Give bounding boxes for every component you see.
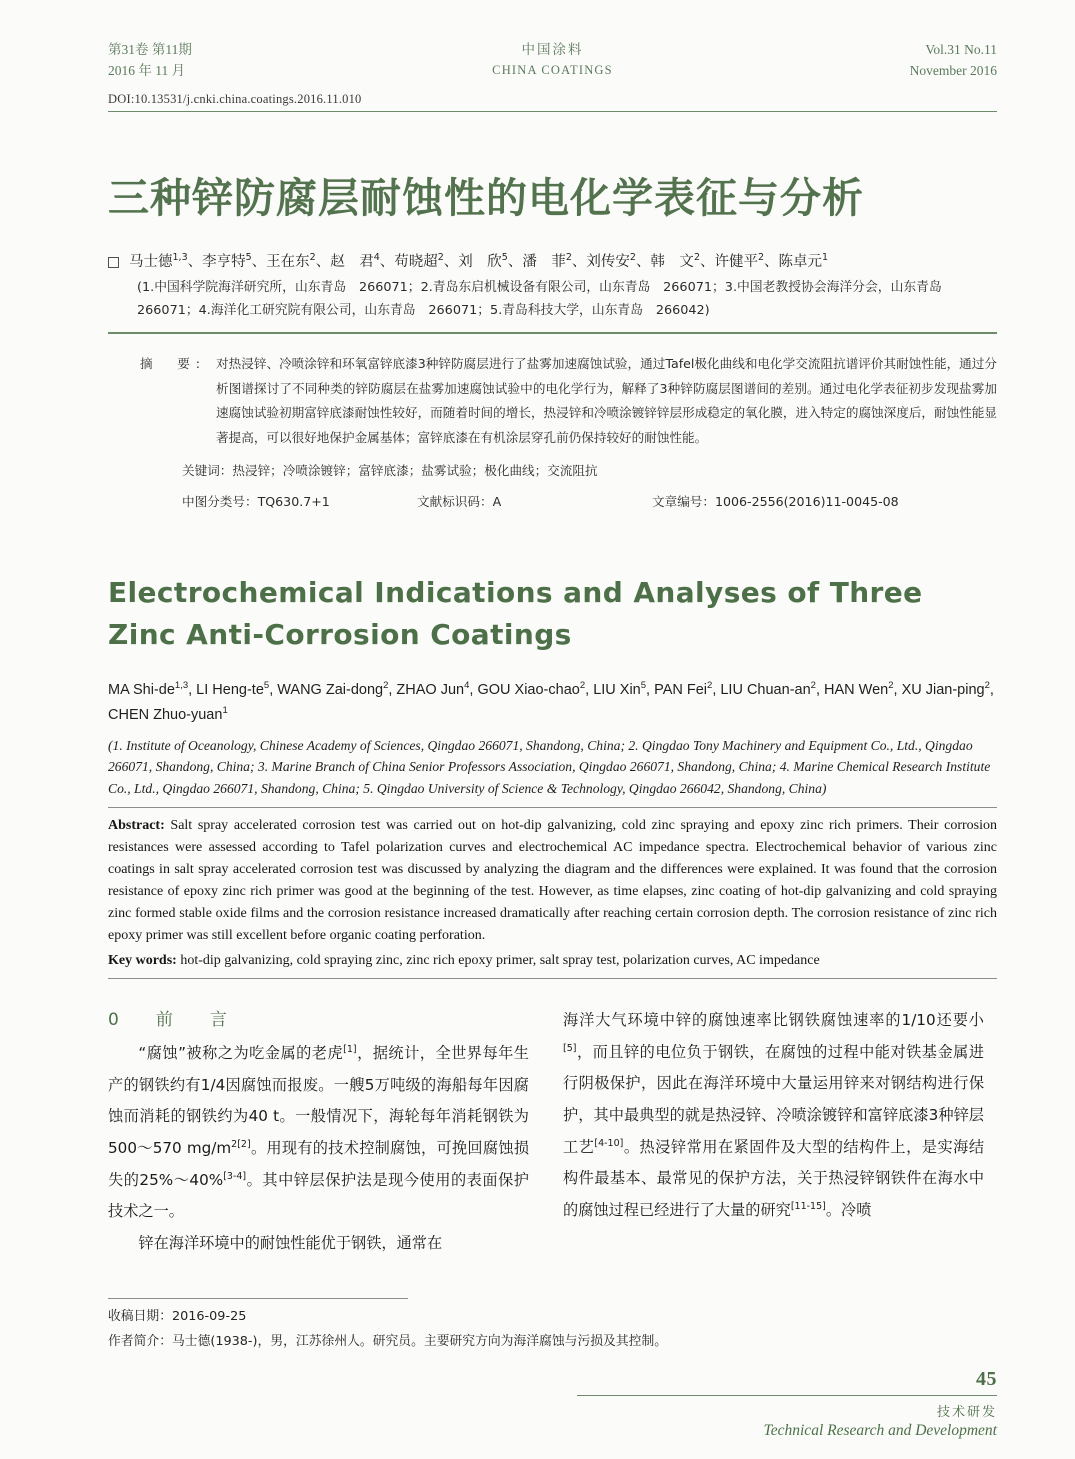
affiliation-cn: (1.中国科学院海洋研究所，山东青岛 266071；2.青岛东启机械设备有限公司，山东青岛 266071；3.中国老教授协会海洋分会，山东青岛 266071；4.海洋化工研究院有限公司，山东青岛 266071；5.青岛科技大学，山东青岛 266042) <box>137 280 955 318</box>
article-number: 文章编号：1006-2556(2016)11-0045-08 <box>652 494 899 510</box>
footnote-divider <box>108 1298 408 1299</box>
journal-name-cn: 中国涂料 <box>521 42 584 57</box>
document-code: 文献标识码：A <box>417 494 502 510</box>
section-heading: 0 前 言 <box>108 1010 237 1031</box>
footer-section-cn: 技术研发 <box>936 1405 997 1420</box>
abstract-en-divider-bottom <box>108 978 997 979</box>
running-head-center <box>318 40 787 80</box>
doi-text: DOI:10.13531/j.cnki.china.coatings.2016.11.010 <box>108 91 362 106</box>
paragraph: “腐蚀”被称之为吃金属的老虎[1]，据统计，全世界每年生产的钢铁约有1/4因腐蚀而报废。一艘5万吨级的海船每年因腐蚀而消耗的钢铁约为40 t。一般情况下，海轮每年消耗钢铁为500～570 $mg/m^{2[2]}$。用现有的技术控制腐蚀，可挽回腐蚀损失的25%～40%[3-4]。其中锌层保护法是现今使用的表面保护技术之一。 <box>108 1044 530 1221</box>
header-divider <box>108 111 997 112</box>
body-text-right <box>563 1005 984 1226</box>
volume-issue-cn: 第31卷 第11期 <box>108 42 192 57</box>
body-columns <box>108 1005 997 1259</box>
abstract-cn <box>108 352 997 450</box>
square-bullet-icon <box>108 257 119 268</box>
running-head-right <box>787 40 997 82</box>
body-text-left <box>108 1038 529 1259</box>
page-number: 45 <box>976 1368 997 1390</box>
abstract-en-label: Abstract: <box>108 818 165 834</box>
received-date: 收稿日期：2016-09-25 <box>108 1309 247 1324</box>
authors-divider <box>108 332 997 334</box>
keywords-en-text: hot-dip galvanizing, cold spraying zinc, zinc rich epoxy primer, salt spray test, polarization curves, AC impedance <box>180 953 820 969</box>
authors-cn-text: 马士德$^{1,3}$、李亨特$^5$、王在东$^2$、赵 君$^4$、苟晓超$^2$、刘 欣$^5$、潘 菲$^2$、刘传安$^2$、韩 文$^2$、许健平$^2$、陈卓元$^1$ <box>129 252 829 271</box>
page-title-en: Electrochemical Indications and Analyses of Three Zinc Anti-Corrosion Coatings <box>108 576 923 652</box>
keywords-cn: 关键词：热浸锌；冷喷涂镀锌；富锌底漆；盐雾试验；极化曲线；交流阻抗 <box>182 463 598 479</box>
journal-name-en: CHINA COATINGS <box>492 62 613 77</box>
paragraph: 锌在海洋环境中的耐蚀性能优于钢铁，通常在 <box>138 1233 443 1252</box>
authors-en: MA Shi-de$^{1,3}$, LI Heng-$te^5$, WANG Zai-dong$^2$, ZHAO Jun$^4$, GOU Xiao-chao$^2$, LIU Xin$^5$, PAN Fei$^2$, LIU Chuan-$an^2$, HAN Wen$^2$, XU Jian-ping$^2$, CHEN Zhuo-yuan$^1$ <box>108 680 994 723</box>
paragraph: 海洋大气环境中锌的腐蚀速率比钢铁腐蚀速率的1/10还要小[5]，而且锌的电位负于钢铁，在腐蚀的过程中能对铁基金属进行阴极保护，因此在海洋环境中大量运用锌来对钢结构进行保护，其中最典型的就是热浸锌、冷喷涂镀锌和富锌底漆3种锌层工艺[4-10]。热浸锌常用在紧固件及大型的结构件上，是实海结构件最基本、最常见的保护方法，关于热浸锌钢铁件在海水中的腐蚀过程已经进行了大量的研究[11-15]。冷喷 <box>563 1011 985 1219</box>
footer-divider <box>577 1395 997 1396</box>
body-column-right <box>563 1005 984 1259</box>
date-cn: 2016 年 11 月 <box>108 62 186 78</box>
date-en: November 2016 <box>909 62 997 78</box>
running-head-left <box>108 40 318 82</box>
page-footer <box>577 1368 997 1440</box>
abstract-cn-label: 摘 要: <box>140 356 207 372</box>
affiliation-en: (1. Institute of Oceanology, Chinese Academy of Sciences, Qingdao 266071, Shandong, China; 2. Qingdao Tony Machinery and Equipment Co., Ltd., Qingdao 266071, Shandong, China; 3. Marine Branch of China Senior Professors Association, Qingdao 266071, Shandong, China; 4. Marine Chemical Research Institute Co., Ltd., Qingdao 266071, Shandong, China; 5. Qingdao University of Science & Technology, Qingdao 266042, Shandong, China) <box>108 738 991 796</box>
volume-issue-en: Vol.31 No.11 <box>925 42 997 57</box>
running-head <box>108 40 997 82</box>
author-bio: 作者简介：马士德(1938-)，男，江苏徐州人。研究员。主要研究方向为海洋腐蚀与污损及其控制。 <box>108 1333 668 1349</box>
authors-cn <box>108 250 997 271</box>
footer-section-en: Technical Research and Development <box>763 1422 997 1439</box>
abstract-en-text: Salt spray accelerated corrosion test was carried out on hot-dip galvanizing, cold zinc spraying and epoxy zinc rich primers. Their corrosion resistances were assessed according to Tafel polarization curves and electrochemical AC impedance spectra. Electrochemical behavior of various zinc coatings in salt spray accelerated corrosion test was discussed by analyzing the diagram and the differences were explained. It was found that the corrosion resistance of epoxy zinc rich primer was good at the beginning of the test. However, as time elapses, zinc coating of hot-dip galvanizing and cold spraying zinc formed stable oxide films and the corrosion resistance increased dramatically after reaching certain corrosion depth. The corrosion resistance of zinc rich epoxy primer was still excellent before organic coating perforation. <box>108 818 997 944</box>
abstract-en-divider-top <box>108 807 997 808</box>
abstract-en <box>108 815 997 947</box>
keywords-en-label: Key words: <box>108 953 177 969</box>
page-title-cn: 三种锌防腐层耐蚀性的电化学表征与分析 <box>108 173 864 222</box>
clc-number: 中图分类号：TQ630.7+1 <box>182 494 330 510</box>
keywords-en <box>108 950 997 972</box>
classification-line <box>182 491 997 510</box>
footnote-block <box>108 1298 997 1355</box>
abstract-cn-text: 对热浸锌、冷喷涂锌和环氧富锌底漆3种锌防腐层进行了盐雾加速腐蚀试验，通过Tafel极化曲线和电化学交流阻抗谱评价其耐蚀性能，通过分析图谱探讨了不同种类的锌防腐层在盐雾加速腐蚀试验中的电化学行为，解释了3种锌防腐层图谱间的差别。通过电化学表征初步发现盐雾加速腐蚀试验初期富锌底漆耐蚀性较好，而随着时间的增长，热浸锌和冷喷涂镀锌锌层形成稳定的氧化膜，进入特定的腐蚀深度后，耐蚀性能显著提高，可以很好地保护金属基体；富锌底漆在有机涂层穿孔前仍保持较好的耐蚀性能。 <box>216 356 997 445</box>
body-column-left <box>108 1005 529 1259</box>
